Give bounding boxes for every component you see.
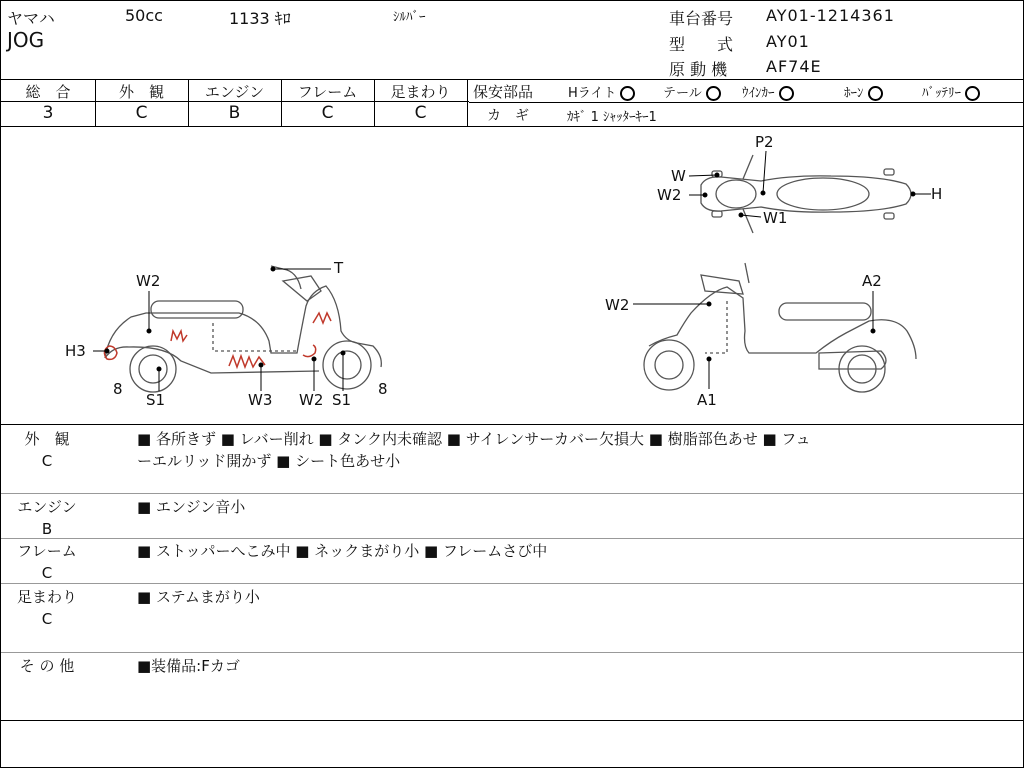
safety-item-headlight: Hライト: [568, 82, 635, 101]
remark-label-engine: エンジン B: [17, 498, 77, 538]
grade-overall: 3: [42, 103, 54, 123]
label-w: W: [671, 167, 686, 185]
divider: [1, 424, 1023, 425]
ok-circle-icon: [706, 86, 721, 101]
divider: [467, 79, 468, 126]
engine-label: 原 動 機: [669, 60, 728, 79]
label-t: T: [334, 259, 344, 277]
label-8-right: 8: [378, 380, 388, 398]
label-8-left: 8: [113, 380, 123, 398]
type-label: 型 式: [669, 35, 734, 54]
remark-label-other: そ の 他: [19, 657, 75, 675]
label-w2-bottom: W2: [299, 391, 324, 409]
safety-item-battery: ﾊﾞｯﾃﾘｰ: [922, 82, 980, 101]
grade-header-overall: 総 合: [25, 83, 71, 101]
ok-circle-icon: [779, 86, 794, 101]
label-w3: W3: [248, 391, 273, 409]
remark-text-suspension: ■ ステムまがり小: [137, 588, 260, 606]
grade-header-exterior: 外 観: [118, 83, 164, 101]
divider: [1, 79, 1023, 80]
label-s1-left: S1: [146, 391, 166, 409]
label-s1-right: S1: [332, 391, 352, 409]
divider: [1, 720, 1023, 721]
divider: [1, 493, 1023, 494]
maker: ヤマハ: [7, 9, 55, 28]
label-w2-right: W2: [605, 296, 630, 314]
type-value: AY01: [766, 32, 810, 51]
grade-header-suspension: 足まわり: [390, 83, 451, 101]
label-w1: W1: [763, 209, 788, 227]
grade-engine: B: [228, 103, 241, 123]
ok-circle-icon: [620, 86, 635, 101]
safety-label: 保安部品: [473, 83, 534, 101]
remark-text-frame: ■ ストッパーへこみ中 ■ ネックまがり小 ■ フレームさび中: [137, 542, 548, 560]
remark-label-frame: フレーム C: [17, 542, 77, 582]
remark-text-exterior: ■ 各所きず ■ レバー削れ ■ タンク内未確認 ■ サイレンサーカバー欠損大 ■ 樹脂部色あせ ■ フュ ーエルリッド開かず ■ シート色あせ小: [137, 430, 811, 470]
divider: [1, 583, 1023, 584]
mileage: 1133 ｷﾛ: [229, 9, 291, 28]
remark-label-suspension: 足まわり C: [16, 588, 77, 628]
label-a1: A1: [697, 391, 717, 409]
divider: [469, 102, 1023, 103]
safety-item-winker: ｳｲﾝｶｰ: [742, 82, 794, 101]
damage-diagram: [1, 127, 1023, 423]
displacement: 50cc: [125, 6, 163, 25]
key-label: カ ギ: [487, 108, 529, 124]
divider: [1, 538, 1023, 539]
body-color: ｼﾙﾊﾞｰ: [393, 10, 426, 25]
grade-header-frame: フレーム: [297, 83, 358, 101]
label-p2: P2: [755, 133, 774, 151]
frame-no: AY01-1214361: [766, 6, 895, 25]
scooter-top-view: [701, 155, 911, 233]
remark-label-exterior: 外 観 C: [24, 430, 70, 470]
label-a2: A2: [862, 272, 882, 290]
grade-exterior: C: [135, 103, 148, 123]
engine-model: AF74E: [766, 57, 822, 76]
grade-frame: C: [321, 103, 334, 123]
frame-no-label: 車台番号: [669, 9, 734, 28]
safety-item-horn: ﾎｰﾝ: [844, 82, 883, 101]
label-w2-top: W2: [657, 186, 682, 204]
damage-marks: [104, 313, 331, 367]
key-value: ｶｷﾞ 1 ｼｬｯﾀｰｷｰ1: [567, 110, 657, 125]
grade-header-engine: エンジン: [204, 83, 265, 101]
ok-circle-icon: [965, 86, 980, 101]
grade-suspension: C: [414, 103, 427, 123]
label-h: H: [931, 185, 943, 203]
remark-text-other: ■装備品:Fカゴ: [137, 657, 240, 675]
ok-circle-icon: [868, 86, 883, 101]
remark-text-engine: ■ エンジン音小: [137, 498, 246, 516]
label-h3: H3: [65, 342, 86, 360]
model-name: JOG: [7, 28, 45, 52]
safety-item-tail: テール: [663, 82, 721, 101]
label-w2-left: W2: [136, 272, 161, 290]
divider: [1, 652, 1023, 653]
